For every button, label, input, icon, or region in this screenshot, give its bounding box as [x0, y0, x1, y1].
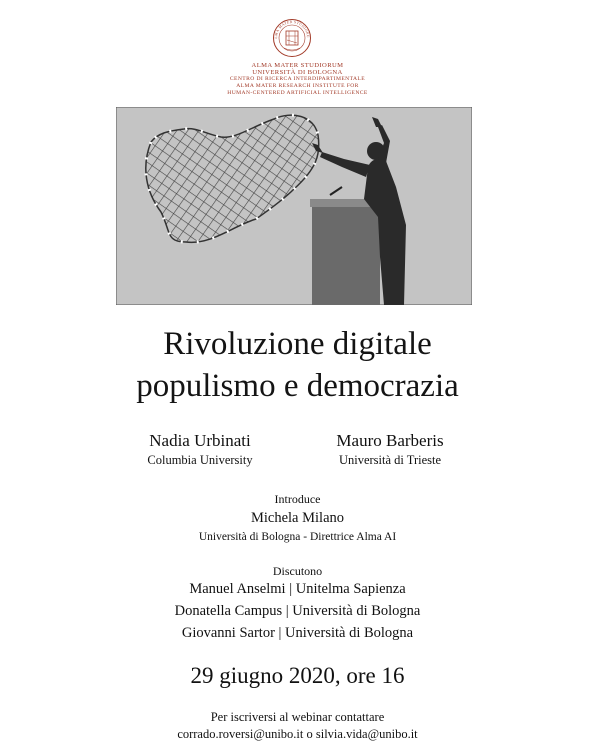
contact-emails[interactable]: corrado.roversi@unibo.it o silvia.vida@unibo.it — [177, 727, 418, 741]
discussant-row: Giovanni Sartor | Università di Bologna — [181, 625, 414, 641]
speaker-2 — [300, 430, 480, 469]
title-line-2: populismo e democrazia — [136, 368, 459, 404]
speaker-name: Mauro Barberis — [336, 431, 444, 450]
contact-instructions: Per iscriversi al webinar contattare — [210, 710, 385, 724]
discussants-label: Discutono — [272, 564, 323, 578]
title-line-1: Rivoluzione digitale — [163, 326, 432, 362]
institution-subtitle: HUMAN-CENTERED ARTIFICIAL INTELLIGENCE — [227, 90, 368, 96]
discussant-row: Donatella Campus | Università di Bologna — [174, 603, 421, 619]
institution-university: UNIVERSITÀ DI BOLOGNA — [252, 69, 343, 76]
event-date: 29 giugno 2020, ore 16 — [190, 663, 405, 688]
university-seal-logo — [272, 18, 312, 58]
institution-institute: ALMA MATER RESEARCH INSTITUTE FOR — [236, 83, 359, 89]
speaker-affiliation: Università di Trieste — [338, 453, 442, 467]
speaker-affiliation: Columbia University — [147, 453, 253, 467]
introducer-name: Michela Milano — [250, 510, 345, 526]
poster-illustration — [116, 107, 472, 305]
introducer-affiliation: Università di Bologna - Direttrice Alma AI — [198, 531, 397, 543]
speaker-name: Nadia Urbinati — [149, 431, 251, 450]
institution-name: ALMA MATER STUDIORUM — [251, 62, 344, 69]
institution-center: CENTRO DI RICERCA INTERDIPARTIMENTALE — [229, 76, 366, 82]
svg-text:ALMA MATER STUDIORUM: LMA MATER STUDIORU — [273, 19, 311, 39]
discussant-row: Manuel Anselmi | Unitelma Sapienza — [189, 581, 406, 597]
speaker-1 — [110, 430, 290, 469]
introduce-label: Introduce — [274, 492, 321, 506]
